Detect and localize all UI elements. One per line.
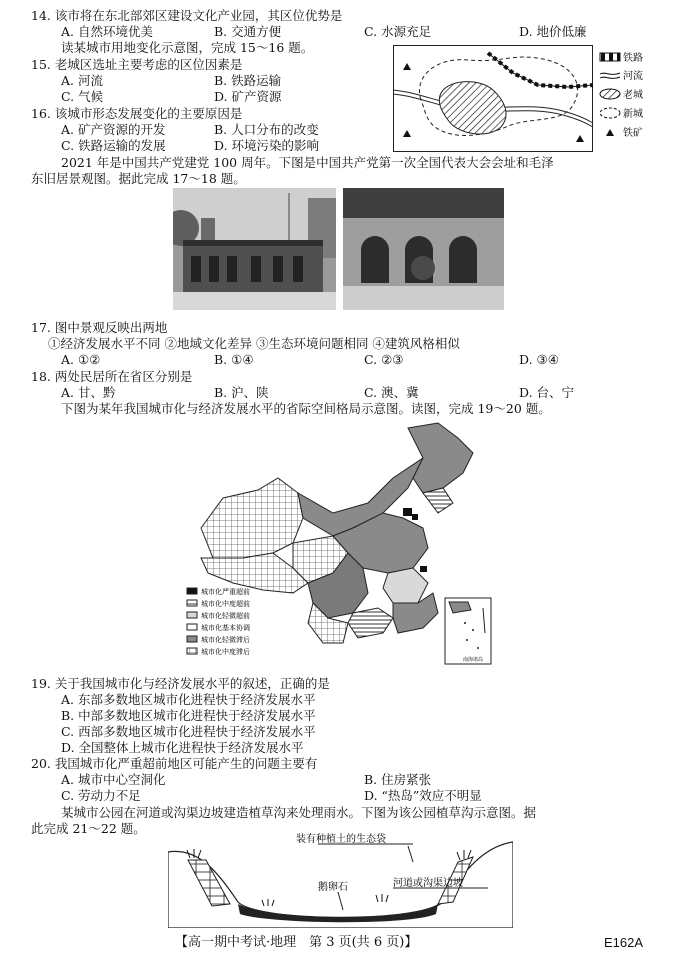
q19-option-d[interactable]: D. 全国整体上城市化进程快于经济发展水平 [61, 740, 304, 755]
site-photo-mao-former-residence [343, 188, 504, 310]
legend-old-city: 老城 [623, 90, 643, 101]
q18-option-a[interactable]: A. 甘、黔 [61, 385, 116, 400]
city-land-use-map [393, 45, 655, 152]
legend-slight-ahead: 城市化轻微超前 [201, 612, 250, 620]
q18-option-c[interactable]: C. 澳、冀 [364, 385, 419, 400]
legend-iron-mine: 铁矿 [623, 128, 643, 139]
q14-option-c[interactable]: C. 水源充足 [364, 24, 432, 39]
q17-stem: 17. 图中景观反映出两地 [31, 320, 168, 335]
q16-option-d[interactable]: D. 环境污染的影响 [214, 138, 320, 153]
q18-option-b[interactable]: B. 沪、陕 [214, 385, 269, 400]
q20-option-a[interactable]: A. 城市中心空洞化 [61, 772, 166, 787]
q19-stem: 19. 关于我国城市化与经济发展水平的叙述，正确的是 [31, 676, 330, 691]
intro-17-18-line2: 东旧居景观图。据此完成 17～18 题。 [31, 171, 246, 186]
legend-moderate-lag: 城市化中度滞后 [201, 648, 250, 656]
q15-option-d[interactable]: D. 矿产资源 [214, 89, 282, 104]
intro-15-16: 读某城市用地变化示意图，完成 15～16 题。 [61, 40, 314, 55]
legend-new-city: 新城 [623, 109, 643, 120]
q17-option-b[interactable]: B. ①④ [214, 352, 254, 367]
intro-21-22-line1: 某城市公园在河道或沟渠边坡建造植草沟来处理雨水。下图为该公园植草沟示意图。据 [61, 805, 537, 820]
q16-stem: 16. 该城市形态发展变化的主要原因是 [31, 106, 243, 121]
q15-option-a[interactable]: A. 河流 [61, 73, 103, 88]
q20-option-c[interactable]: C. 劳动力不足 [61, 788, 141, 803]
legend-coordinated: 城市化基本协调 [201, 624, 250, 632]
intro-19-20: 下图为某年我国城市化与经济发展水平的省际空间格局示意图。读图，完成 19～20 题。 [61, 401, 551, 416]
legend-river: 河流 [623, 71, 643, 82]
swale-label-pebbles: 鹅卵石 [318, 882, 348, 893]
q17-option-d[interactable]: D. ③④ [519, 352, 559, 367]
q20-option-b[interactable]: B. 住房紧张 [364, 772, 432, 787]
q20-option-d[interactable]: D. “热岛”效应不明显 [364, 788, 482, 803]
inset-label: 南海诸岛 [463, 657, 484, 663]
q15-option-b[interactable]: B. 铁路运输 [214, 73, 282, 88]
q16-option-b[interactable]: B. 人口分布的改变 [214, 122, 319, 137]
q17-option-a[interactable]: A. ①② [61, 352, 101, 367]
q16-option-c[interactable]: C. 铁路运输的发展 [61, 138, 166, 153]
footer-page-info: 【高一期中考试·地理 第 3 页(共 6 页)】 [175, 935, 418, 950]
legend-severe-ahead: 城市化严重超前 [201, 588, 250, 596]
grass-swale-diagram [168, 832, 513, 928]
intro-21-22-line2: 此完成 21～22 题。 [31, 821, 146, 836]
legend-moderate-ahead: 城市化中度超前 [201, 600, 250, 608]
q17-items: ①经济发展水平不同 ②地域文化差异 ③生态环境问题相同 ④建筑风格相似 [48, 336, 460, 351]
q14-option-d[interactable]: D. 地价低廉 [519, 24, 587, 39]
q15-option-c[interactable]: C. 气候 [61, 89, 104, 104]
q17-option-c[interactable]: C. ②③ [364, 352, 404, 367]
q14-option-b[interactable]: B. 交通方便 [214, 24, 282, 39]
intro-17-18-line1: 2021 年是中国共产党建党 100 周年。下图是中国共产党第一次全国代表大会会址和毛泽 [61, 155, 554, 170]
legend-slight-lag: 城市化轻微滞后 [201, 636, 250, 644]
footer-code: E162A [604, 935, 644, 950]
site-photo-first-congress [173, 188, 336, 310]
swale-label-eco-bag: 装有种植土的生态袋 [296, 834, 386, 845]
q14-option-a[interactable]: A. 自然环境优美 [61, 24, 153, 39]
q18-stem: 18. 两处民居所在省区分别是 [31, 369, 193, 384]
q19-option-b[interactable]: B. 中部多数地区城市化进程快于经济发展水平 [61, 708, 316, 723]
q15-stem: 15. 老城区选址主要考虑的区位因素是 [31, 57, 243, 72]
q18-option-d[interactable]: D. 台、宁 [519, 385, 575, 400]
q19-option-c[interactable]: C. 西部多数地区城市化进程快于经济发展水平 [61, 724, 316, 739]
swale-label-slope: 河道或沟渠边坡 [393, 878, 463, 889]
q14-stem: 14. 该市将在东北部郊区建设文化产业园，其区位优势是 [31, 8, 343, 23]
china-urbanization-map [183, 418, 495, 668]
legend-railway: 铁路 [623, 53, 643, 64]
q16-option-a[interactable]: A. 矿产资源的开发 [61, 122, 166, 137]
q20-stem: 20. 我国城市化严重超前地区可能产生的问题主要有 [31, 756, 318, 771]
q19-option-a[interactable]: A. 东部多数地区城市化进程快于经济发展水平 [61, 692, 316, 707]
